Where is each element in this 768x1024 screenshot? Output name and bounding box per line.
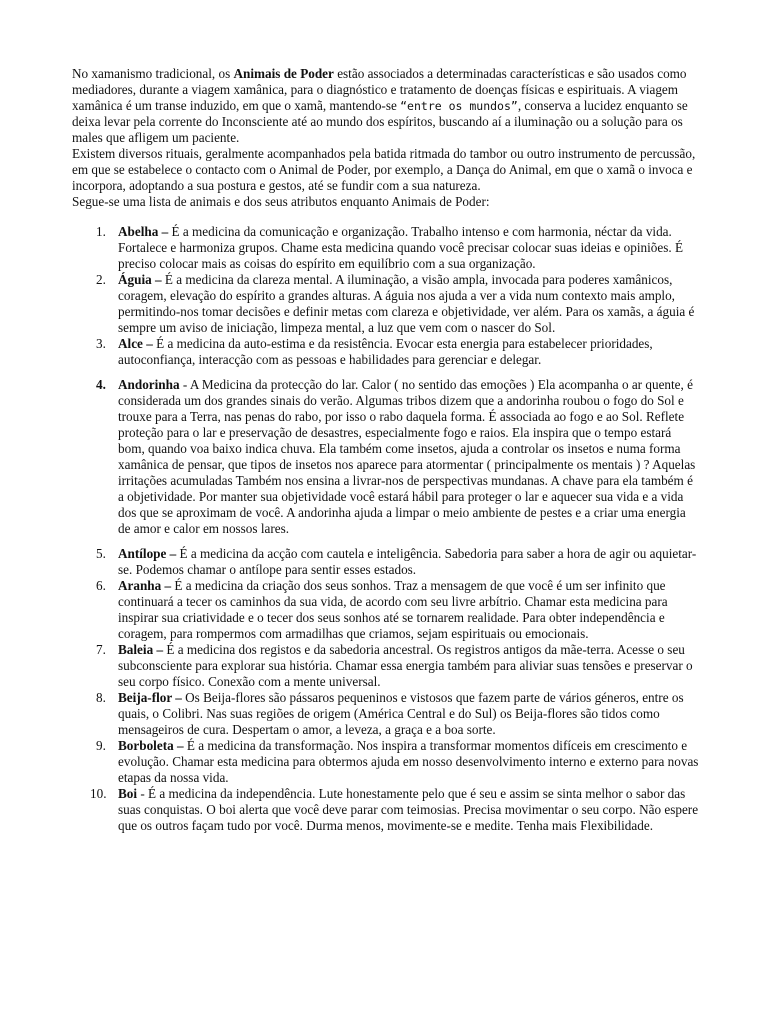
list-item-boi <box>72 786 700 834</box>
animal-description: Os Beija-flores são pássaros pequeninos e vistosos que fazem parte de vários géneros, entre os quais, o Colibri. Nas suas regiões de origem (América Central e do Sul) os Beija-flores são tidos como mensageiros de cura. Despertam o amor, a leveza, a graça e a boa sorte. <box>118 690 684 737</box>
animal-description: É a medicina da transformação. Nos inspira a transformar momentos difíceis em crescimento e evolução. Chamar esta medicina para obtermos ajuda em nosso desenvolvimento interno e externo para novas etapas da nossa vida. <box>118 738 699 785</box>
intro-p1-text-b: estão associados a determinadas características e são usados como mediadores, durante a viagem xamânica, para o diagnóstico e tratamento de doenças físicas e espirituais. A viagem xamânica é um transe induzido, em que o xamã, mantendo-se <box>72 66 687 113</box>
animal-name: Borboleta – <box>118 738 184 753</box>
intro-p1-text-c: , conserva a lucidez enquanto se deixa levar pela corrente do Inconsciente até ao mundo dos espíritos, buscando aí a iluminação ou a solução para os males que afligem um paciente. <box>72 98 688 145</box>
intro-paragraph-2: Existem diversos rituais, geralmente acompanhados pela batida ritmada do tambor ou outro instrumento de percussão, em que se estabelece o contacto com o Animal de Poder, por exemplo, a Dança do Animal, em que o xamã o invoca e incorpora, adoptando a sua postura e gestos, até se fundir com a sua natureza. <box>72 146 696 193</box>
animal-name: Beija-flor – <box>118 690 182 705</box>
entre-os-mundos-quote: “entre os mundos” <box>400 99 518 113</box>
list-item-number: 4. <box>96 377 106 392</box>
list-item-borboleta <box>72 738 700 786</box>
list-item-number: 8. <box>96 690 106 705</box>
animal-name: Antílope – <box>118 546 177 561</box>
list-item-andorinha <box>72 377 700 537</box>
animal-name: Águia – <box>118 272 162 287</box>
animal-description: - É a medicina da independência. Lute honestamente pelo que é seu e assim se sinta melhor o sabor das suas conquistas. O boi alerta que você deve parar com teimosias. Precisa movimentar o seu corpo. Não espere que os outros façam tudo por você. Durma menos, movimente-se e medite. Tenha mais Flexibilidade. <box>118 786 699 833</box>
list-item-number: 5. <box>96 546 106 561</box>
list-item-number: 7. <box>96 642 106 657</box>
animal-description: É a medicina da clareza mental. A iluminação, a visão ampla, invocada para poderes xamânicos, coragem, elevação do espírito a grandes alturas. A águia nos ajuda a ver a vida num contexto mais amplo, permitindo-nos tomar decisões e definir metas com clareza e objetividade, ver além. Para os xamãs, a águia é sempre um aviso de iniciação, limpeza mental, a luz que vem com o nascer do Sol. <box>118 272 695 335</box>
animal-name: Aranha – <box>118 578 172 593</box>
animal-name: Baleia – <box>118 642 164 657</box>
animal-name: Abelha – <box>118 224 169 239</box>
animal-description: É a medicina da criação dos seus sonhos. Traz a mensagem de que você é um ser infinito que continuará a tecer os caminhos da sua vida, de acordo com seu livre arbítrio. Chamar esta medicina para inspirar sua criatividade e o tecer dos seus sonhos até se tornarem realidade. Para obter independência e coragem, para rompermos com armadilhas que criamos, sejam espirituais ou emocionais. <box>118 578 668 641</box>
animal-description: É a medicina da acção com cautela e inteligência. Sabedoria para saber a hora de agir ou aquietar-se. Podemos chamar o antílope para sentir esses estados. <box>118 546 697 577</box>
animal-name: Boi <box>118 786 138 801</box>
list-item-alce <box>72 336 700 368</box>
list-item-antilope <box>72 546 700 578</box>
animal-name: Alce – <box>118 336 153 351</box>
list-item-number: 10. <box>90 786 107 801</box>
list-item-aguia <box>72 272 700 336</box>
animal-description: É a medicina da auto-estima e da resistência. Evocar esta energia para estabelecer prioridades, autoconfiança, interacção com as pessoas e habilidades para gerenciar e delegar. <box>118 336 653 367</box>
animal-list <box>72 224 700 834</box>
list-item-baleia <box>72 642 700 690</box>
animais-de-poder-term: Animais de Poder <box>233 66 334 81</box>
animal-description: - A Medicina da protecção do lar. Calor ( no sentido das emoções ) Ela acompanha o ar quente, é considerada um dos grandes sinais do verão. Algumas tribos dizem que a andorinha roubou o fogo do Sol e trouxe para a Terra, nas penas do rabo, por isso o rabo daquela forma. É associada ao fogo e ao Sol. Reflete proteção para o lar e preservação de desastres, especialmente fogo e raios. Ela inspira que o tempo estará bom, quando voa baixo indica chuva. Ela também come insetos, ajuda a controlar os insetos e numa forma xamânica de pensar, que tipos de insetos nos aparece para atormentar ( principalmente os mentais ) ? Aquelas irritações acumuladas Também nos ensina a livrar-nos de perspectivas mundanas. A chave para ela também é a objetividade. Por manter sua objetividade você estará hábil para proteger o lar e aquecer sua vida e a vida dos que se aproximam de você. A andorinha ajuda a limpar o meio ambiente de pestes e a criar uma energia de amor e calor em nossos lares. <box>118 377 696 536</box>
list-item-number: 2. <box>96 272 106 287</box>
list-item-number: 1. <box>96 224 106 239</box>
intro-p1-text-a: No xamanismo tradicional, os <box>72 66 234 81</box>
list-item-number: 3. <box>96 336 106 351</box>
animal-description: É a medicina dos registos e da sabedoria ancestral. Os registros antigos da mãe-terra. Acesse o seu subconsciente para explorar sua história. Chamar essa energia também para aliviar suas tensões e preservar o seu corpo físico. Conexão com a mente universal. <box>118 642 693 689</box>
list-item-aranha <box>72 578 700 642</box>
list-item-number: 6. <box>96 578 106 593</box>
intro-paragraph-1 <box>72 66 700 146</box>
document-page <box>72 66 700 834</box>
list-item-beija-flor <box>72 690 700 738</box>
list-intro: Segue-se uma lista de animais e dos seus atributos enquanto Animais de Poder: <box>72 194 490 209</box>
animal-name: Andorinha <box>118 377 180 392</box>
list-item-abelha <box>72 224 700 272</box>
animal-description: É a medicina da comunicação e organização. Trabalho intenso e com harmonia, néctar da vida. Fortalece e harmoniza grupos. Chame esta medicina quando você precisar colocar suas ideias e opiniões. É preciso colocar mais as coisas do espírito em equilíbrio com a sua organização. <box>118 224 684 271</box>
list-item-number: 9. <box>96 738 106 753</box>
